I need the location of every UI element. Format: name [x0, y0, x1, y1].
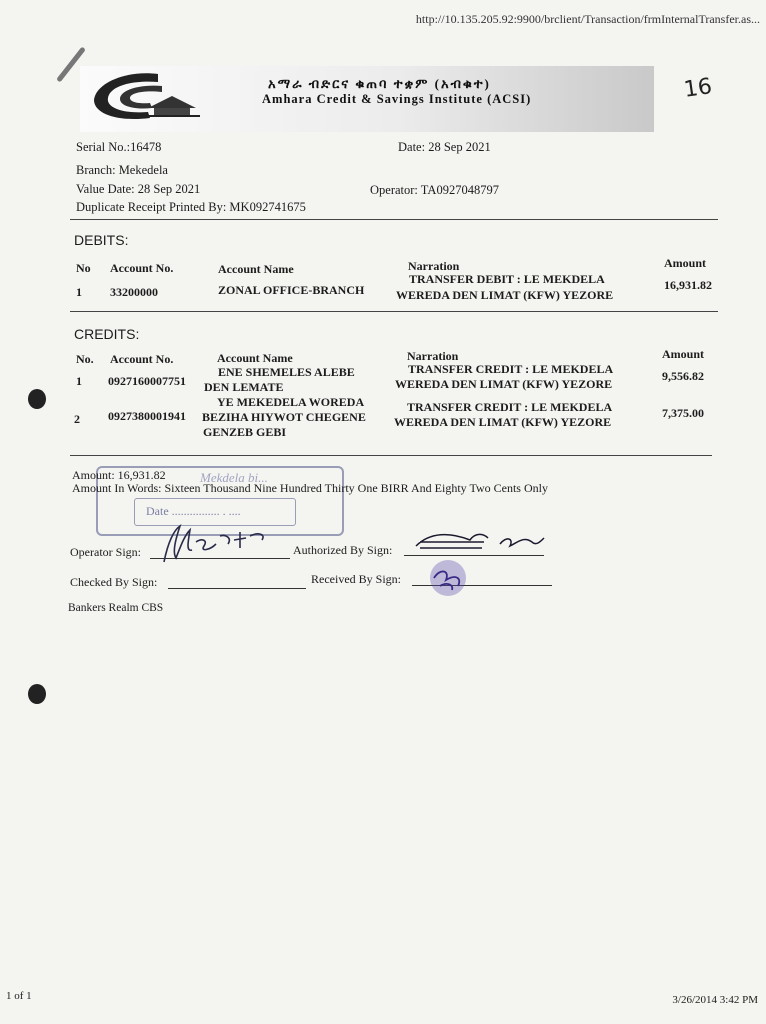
debits-header-account-name: Account Name	[218, 262, 294, 276]
total-amount: Amount: 16,931.82	[72, 468, 166, 482]
amount-in-words: Amount In Words: Sixteen Thousand Nine Hundred Thirty One BIRR And Eighty Two Cents Only	[72, 481, 548, 495]
stamp-date-label: Date ................ . ....	[146, 504, 241, 518]
page-number: 1 of 1	[6, 990, 32, 1002]
checked-sign-label: Checked By Sign:	[70, 575, 158, 589]
authorized-signature-icon	[410, 524, 550, 556]
punch-hole	[28, 389, 46, 409]
received-signature-icon	[426, 556, 470, 600]
org-name-amharic: አማራ ብድርና ቁጠባ ተቋም (አብቁተ)	[268, 76, 491, 91]
credit-row2-no: 2	[74, 412, 80, 426]
credits-header-amount: Amount	[662, 347, 705, 361]
debit-row-account-no: 33200000	[110, 285, 158, 299]
operator: Operator: TA0927048797	[370, 183, 499, 197]
credits-header-account-name: Account Name	[217, 351, 293, 365]
received-sign-label: Received By Sign:	[311, 572, 401, 586]
credit-row1-narration-line1: TRANSFER CREDIT : LE MEKDELA	[408, 362, 614, 376]
divider	[70, 311, 718, 312]
authorized-sign-label: Authorized By Sign:	[293, 543, 393, 557]
credits-header-narration: Narration	[407, 349, 459, 363]
credits-header-account-no: Account No.	[110, 352, 174, 366]
punch-hole	[28, 684, 46, 704]
credit-row1-account-name-line2: DEN LEMATE	[204, 380, 284, 394]
debits-header-amount: Amount	[664, 256, 707, 270]
credit-row1-amount: 9,556.82	[662, 369, 704, 383]
divider	[70, 219, 718, 220]
credit-row2-account-name-line3: GENZEB GEBI	[203, 425, 287, 439]
branch: Branch: Mekedela	[76, 163, 168, 177]
print-timestamp: 3/26/2014 3:42 PM	[672, 994, 758, 1006]
debit-row-account-name: ZONAL OFFICE-BRANCH	[218, 283, 365, 297]
value-date: Value Date: 28 Sep 2021	[76, 182, 201, 196]
credit-row2-account-no: 0927380001941	[108, 409, 186, 423]
credit-row2-narration-line2: WEREDA DEN LIMAT (KFW) YEZORE	[394, 415, 612, 429]
divider	[70, 455, 712, 456]
credit-row1-narration-line2: WEREDA DEN LIMAT (KFW) YEZORE	[395, 377, 613, 391]
browser-url: http://10.135.205.92:9900/brclient/Transaction/frmInternalTransfer.as...	[415, 12, 760, 26]
handwritten-number: 16	[682, 74, 714, 103]
debit-row-no: 1	[76, 285, 82, 299]
duplicate-printed-by: Duplicate Receipt Printed By: MK092741675	[76, 200, 306, 214]
debits-header-no: No	[76, 261, 91, 275]
credits-header-no: No.	[76, 352, 94, 366]
operator-sign-label: Operator Sign:	[70, 545, 141, 559]
org-name-english: Amhara Credit & Savings Institute (ACSI)	[262, 92, 532, 106]
debit-row-narration-line2: WEREDA DEN LIMAT (KFW) YEZORE	[396, 288, 614, 302]
debit-row-narration-line1: TRANSFER DEBIT : LE MEKDELA	[409, 272, 605, 286]
credits-title: CREDITS:	[74, 326, 140, 342]
operator-signature-icon	[150, 522, 290, 566]
credit-row2-account-name-line2: BEZIHA HIYWOT CHEGENE	[202, 410, 366, 424]
credit-row2-narration-line1: TRANSFER CREDIT : LE MEKDELA	[407, 400, 613, 414]
system-name: Bankers Realm CBS	[68, 602, 164, 614]
checked-sign-line	[168, 588, 306, 589]
acsi-logo-icon	[88, 68, 208, 124]
stamp-text: Mekdela bi...	[200, 470, 268, 485]
receipt-date: Date: 28 Sep 2021	[398, 140, 491, 154]
debits-header-account-no: Account No.	[110, 261, 174, 275]
credit-row2-amount: 7,375.00	[662, 406, 704, 420]
credit-row1-account-name-line1: ENE SHEMELES ALEBE	[218, 365, 355, 379]
credit-row1-no: 1	[76, 374, 82, 388]
debit-row-amount: 16,931.82	[664, 278, 712, 292]
credit-row1-account-no: 0927160007751	[108, 374, 186, 388]
debits-title: DEBITS:	[74, 232, 129, 248]
serial-number: Serial No.:16478	[76, 140, 162, 154]
credit-row2-account-name-line1: YE MEKEDELA WOREDA	[217, 395, 365, 409]
debits-header-narration: Narration	[408, 259, 460, 273]
